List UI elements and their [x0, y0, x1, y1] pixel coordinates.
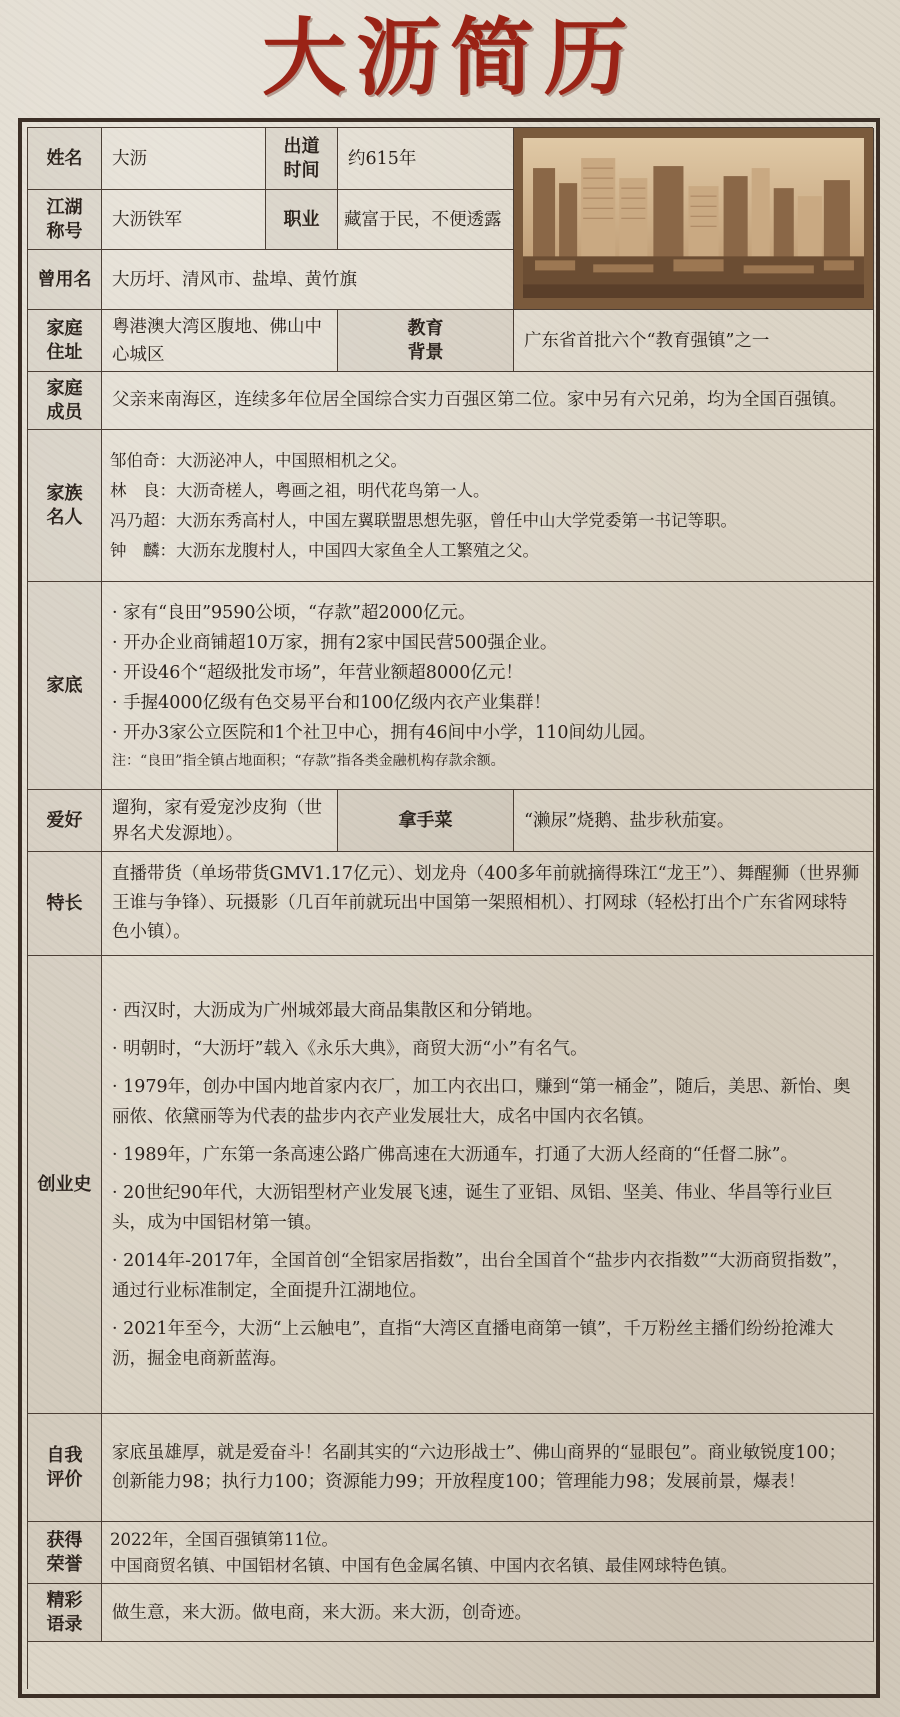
- honor-item: 中国商贸名镇、中国铝材名镇、中国有色金属名镇、中国内衣名镇、最佳网球特色镇。: [110, 1555, 737, 1575]
- value-history: [102, 956, 874, 1414]
- value-self-evaluation: [102, 1414, 874, 1522]
- value-job: 藏富于民，不便透露: [338, 190, 514, 250]
- value-slogan: 做生意，来大沥。做电商，来大沥。来大沥，创奇迹。: [102, 1584, 874, 1642]
- history-item: · 20世纪90年代，大沥铝型材产业发展飞速，诞生了亚铝、凤铝、坚美、伟业、华昌等行业巨头，成为中国铝材第一镇。: [112, 1182, 833, 1233]
- history-item: · 西汉时，大沥成为广州城郊最大商品集散区和分销地。: [112, 1000, 544, 1021]
- family-text: 父亲来南海区，连续多年位居全国综合实力百强区第二位。家中另有六兄弟，均为全国百强镇。: [112, 390, 847, 410]
- wealth-item: · 家有“良田”9590公顷，“存款”超2000亿元。: [112, 602, 476, 623]
- label-famous-people: 家族 名人: [28, 430, 102, 582]
- value-hobby: [102, 790, 338, 852]
- value-honors: [102, 1522, 874, 1584]
- value-education: 广东省首批六个“教育强镇”之一: [514, 310, 874, 372]
- city-skyline-image: [523, 138, 864, 298]
- value-skills: [102, 852, 874, 956]
- history-item: · 2021年至今，大沥“上云触电”，直指“大湾区直播电商第一镇”，千万粉丝主播们纷纷抢滩大沥，掘金电商新蓝海。: [112, 1318, 834, 1369]
- label-name: 姓名: [28, 128, 102, 190]
- label-slogan: 精彩 语录: [28, 1584, 102, 1642]
- famous-person: 钟 麟：大沥东龙腹村人，中国四大家鱼全人工繁殖之父。: [110, 540, 539, 560]
- page-title: 大沥简历: [261, 8, 638, 107]
- value-former-names: 大历圩、清风市、盐埠、黄竹旗: [102, 250, 514, 310]
- famous-person: 邹伯奇：大沥泌冲人，中国照相机之父。: [110, 450, 407, 470]
- label-address: 家庭 住址: [28, 310, 102, 372]
- resume-table: [27, 127, 873, 1689]
- famous-person: 冯乃超：大沥东秀高村人，中国左翼联盟思想先驱，曾任中山大学党委第一书记等职。: [110, 510, 737, 530]
- value-debut: 约615年: [338, 128, 514, 190]
- city-skyline-photo: [514, 128, 874, 310]
- label-education: 教育 背景: [338, 310, 514, 372]
- wealth-item: · 开设46个“超级批发市场”，年营业额超8000亿元！: [112, 662, 523, 683]
- value-wealth: [102, 582, 874, 790]
- label-honors: 获得 荣誉: [28, 1522, 102, 1584]
- self-evaluation-text: 家底虽雄厚，就是爱奋斗！名副其实的“六边形战士”、佛山商界的“显眼包”。商业敏锐度100；创新能力98；执行力100；资源能力99；开放程度100；管理能力98；发展前景，爆表！: [112, 1442, 847, 1492]
- value-address: 粤港澳大湾区腹地、佛山中心城区: [102, 310, 338, 372]
- history-item: · 1989年，广东第一条高速公路广佛高速在大沥通车，打通了大沥人经商的“任督二脉”。: [112, 1144, 799, 1165]
- label-family: 家庭 成员: [28, 372, 102, 430]
- label-former-names: 曾用名: [28, 250, 102, 310]
- famous-person: 林 良：大沥奇槎人，粤画之祖，明代花鸟第一人。: [110, 480, 490, 500]
- wealth-item: · 手握4000亿级有色交易平台和100亿级内衣产业集群！: [112, 692, 552, 713]
- value-famous-people: [102, 430, 874, 582]
- label-skills: 特长: [28, 852, 102, 956]
- label-self-evaluation: 自我 评价: [28, 1414, 102, 1522]
- label-job: 职业: [266, 190, 338, 250]
- skills-text: 直播带货（单场带货GMV1.17亿元）、划龙舟（400多年前就摘得珠江“龙王”）、舞醒狮（世界狮王谁与争锋）、玩摄影（几百年前就玩出中国第一架照相机）、打网球（轻松打出个广东省网球特色小镇）。: [112, 864, 860, 942]
- honor-item: 2022年，全国百强镇第11位。: [110, 1529, 338, 1549]
- label-hobby: 爱好: [28, 790, 102, 852]
- label-nickname: 江湖 称号: [28, 190, 102, 250]
- label-dish: 拿手菜: [338, 790, 514, 852]
- label-history: 创业史: [28, 956, 102, 1414]
- wealth-item: · 开办企业商铺超10万家，拥有2家中国民营500强企业。: [112, 632, 558, 653]
- label-wealth: 家底: [28, 582, 102, 790]
- wealth-note: 注：“良田”指全镇占地面积；“存款”指各类金融机构存款余额。: [112, 752, 505, 769]
- label-debut: 出道 时间: [266, 128, 338, 190]
- value-family: [102, 372, 874, 430]
- value-name: 大沥: [102, 128, 266, 190]
- history-item: · 2014年-2017年，全国首创“全铝家居指数”，出台全国首个“盐步内衣指数”“大沥商贸指数”，通过行业标准制定，全面提升江湖地位。: [112, 1250, 850, 1301]
- history-item: · 明朝时，“大沥圩”载入《永乐大典》，商贸大沥“小”有名气。: [112, 1038, 588, 1059]
- value-dish: “濑尿”烧鹅、盐步秋茄宴。: [514, 790, 874, 852]
- wealth-item: · 开办3家公立医院和1个社卫中心，拥有46间中小学，110间幼儿园。: [112, 722, 657, 743]
- hobby-text: 遛狗，家有爱宠沙皮狗（世界名犬发源地）。: [112, 797, 322, 844]
- history-item: · 1979年，创办中国内地首家内衣厂，加工内衣出口，赚到“第一桶金”，随后，美思、新怡、奥丽侬、依黛丽等为代表的盐步内衣产业发展壮大，成名中国内衣名镇。: [112, 1076, 851, 1127]
- value-nickname: 大沥铁军: [102, 190, 266, 250]
